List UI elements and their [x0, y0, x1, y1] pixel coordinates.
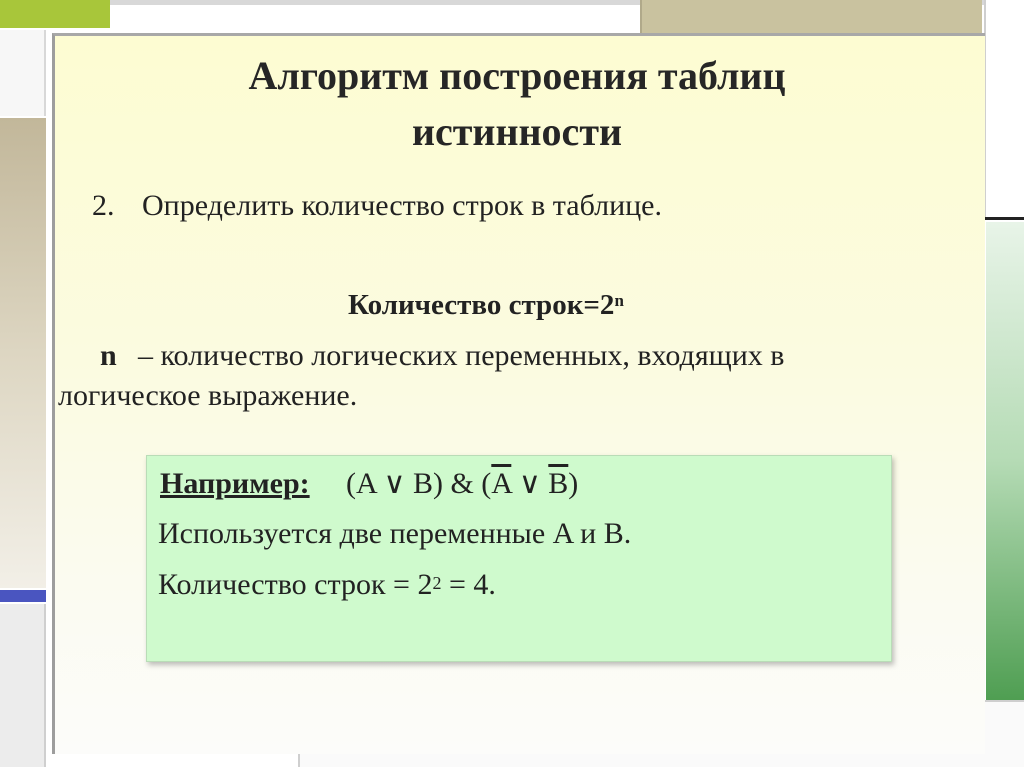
- example-line-3-start: Количество строк = 2: [158, 568, 433, 601]
- deco-green-bar-right: [986, 222, 1024, 700]
- definition-line-2: логическое выражение.: [58, 379, 358, 412]
- definition-variable: n: [100, 339, 117, 372]
- expr-part-1: (A ∨ B) & (: [346, 467, 492, 500]
- formula-exponent: n: [614, 291, 624, 310]
- step-number: 2.: [92, 189, 115, 222]
- example-expression: [346, 466, 578, 502]
- expr-or: ∨: [511, 467, 549, 500]
- deco-frame-right-top: [984, 0, 1024, 218]
- example-line-3: [158, 567, 496, 603]
- deco-blue-bar-left: [0, 590, 46, 602]
- example-line-2: Используется две переменные A и B.: [158, 517, 632, 550]
- deco-green-bar-top-left: [0, 0, 110, 28]
- example-line-3-end: = 4.: [441, 568, 496, 601]
- step-text: Определить количество строк в таблице.: [142, 189, 662, 222]
- example-label: Например:: [160, 467, 310, 500]
- row-count-formula: [348, 287, 624, 323]
- deco-gray-bar-left-bottom: [0, 604, 46, 767]
- title-line-2: истинности: [411, 109, 623, 154]
- expr-negated-a: $\overline{A}$: [491, 467, 512, 500]
- deco-light-panel-left: [0, 30, 46, 116]
- expr-negated-b: $\overline{B}$: [548, 467, 569, 500]
- deco-black-line-right: [984, 217, 1024, 220]
- title-line-1: Алгоритм построения таблиц: [248, 53, 786, 98]
- slide-title: [52, 48, 982, 160]
- definition-line-1: – количество логических переменных, входящих в: [138, 339, 785, 372]
- example-line-3-exp: 2: [432, 573, 442, 593]
- expr-close: ): [568, 467, 579, 500]
- deco-tan-bar-left: [0, 118, 46, 588]
- deco-tan-block-top-right: [640, 0, 982, 33]
- formula-text: Количество строк=2: [348, 289, 615, 321]
